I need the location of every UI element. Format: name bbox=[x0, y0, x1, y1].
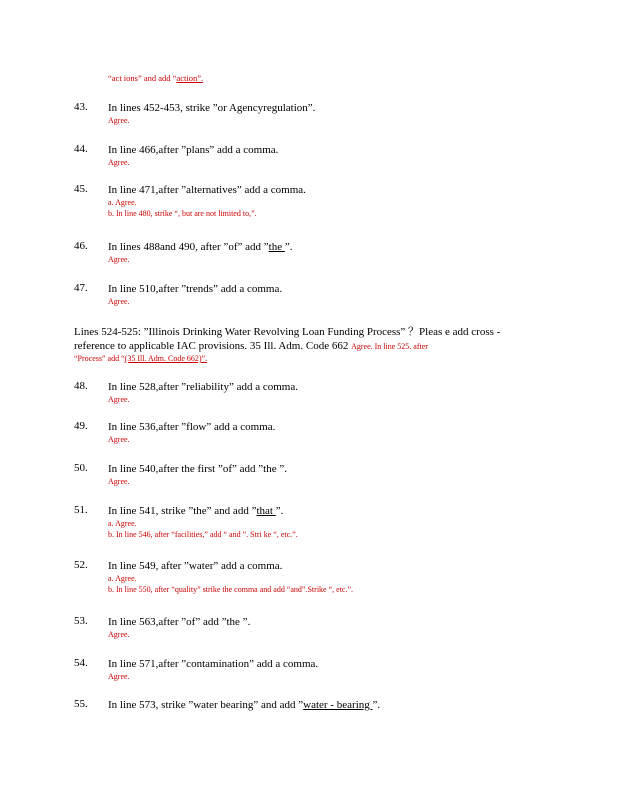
response-text: “Process” add “(35 Ill. Adm. Code 662)”. bbox=[74, 354, 208, 363]
item-text: In line 563,after ”of” add ”the ”. bbox=[108, 616, 251, 628]
item-text: In line 510,after ”trends” add a comma. bbox=[108, 283, 283, 295]
item-text: In lines 488and 490, after ”of” add ”the ”. bbox=[108, 241, 293, 253]
response-text: Agree. bbox=[108, 116, 130, 125]
item-text: In line 528,after ”reliability” add a comma. bbox=[108, 381, 298, 393]
response-text: a. Agree. bbox=[108, 519, 137, 528]
item-text: In line 549, after ”water” add a comma. bbox=[108, 560, 283, 572]
item-text: In line 571,after ”contamination” add a comma. bbox=[108, 658, 319, 670]
item-number: 49. bbox=[74, 420, 88, 432]
response-text: b. In line 480, strike “, but are not limited to,”. bbox=[108, 209, 257, 218]
item-text: In line 536,after ”flow” add a comma. bbox=[108, 421, 276, 433]
continuation-fragment: “act ions” and add “action”. bbox=[108, 73, 204, 83]
item-number: 44. bbox=[74, 143, 88, 155]
item-number: 54. bbox=[74, 657, 88, 669]
response-text: b. In line 546, after “facilities,” add “ and ”. Stri ke “, etc.”. bbox=[108, 530, 298, 539]
item-text: In line 540,after the first ”of” add ”the ”. bbox=[108, 463, 287, 475]
response-text: Agree. bbox=[108, 297, 130, 306]
response-text: Agree. bbox=[108, 158, 130, 167]
comment-paragraph bbox=[74, 325, 554, 364]
response-text: Agree. bbox=[108, 672, 130, 681]
response-text: Agree. bbox=[108, 630, 130, 639]
item-number: 48. bbox=[74, 380, 88, 392]
item-number: 52. bbox=[74, 559, 88, 571]
paragraph-line: Lines 524-525: ”Illinois Drinking Water Revolving Loan Funding Process” ？Pleas e add cross - bbox=[74, 326, 501, 338]
response-text: b. In line 550, after “quality” strike the comma and add “and”.Strike “, etc.”. bbox=[108, 585, 354, 594]
item-text: In line 541, strike ”the” and add ”that ”. bbox=[108, 505, 284, 517]
item-number: 47. bbox=[74, 282, 88, 294]
response-text: Agree. bbox=[108, 477, 130, 486]
item-number: 50. bbox=[74, 462, 88, 474]
response-text: Agree. bbox=[108, 255, 130, 264]
paragraph-line: reference to applicable IAC provisions. 35 Ill. Adm. Code 662 Agree. In line 525. after bbox=[74, 340, 428, 352]
item-text: In line 471,after ”alternatives” add a comma. bbox=[108, 184, 306, 196]
item-number: 43. bbox=[74, 101, 88, 113]
response-text: a. Agree. bbox=[108, 574, 137, 583]
response-text: Agree. bbox=[108, 395, 130, 404]
item-text: In line 573, strike ”water bearing” and add ”water - bearing ”. bbox=[108, 699, 381, 711]
item-number: 55. bbox=[74, 698, 88, 710]
item-number: 53. bbox=[74, 615, 88, 627]
response-text: Agree. bbox=[108, 435, 130, 444]
item-number: 45. bbox=[74, 183, 88, 195]
item-number: 46. bbox=[74, 240, 88, 252]
item-number: 51. bbox=[74, 504, 88, 516]
response-text: a. Agree. bbox=[108, 198, 137, 207]
item-text: In lines 452-453, strike ”or Agencyregulation”. bbox=[108, 102, 316, 114]
item-text: In line 466,after ”plans” add a comma. bbox=[108, 144, 279, 156]
